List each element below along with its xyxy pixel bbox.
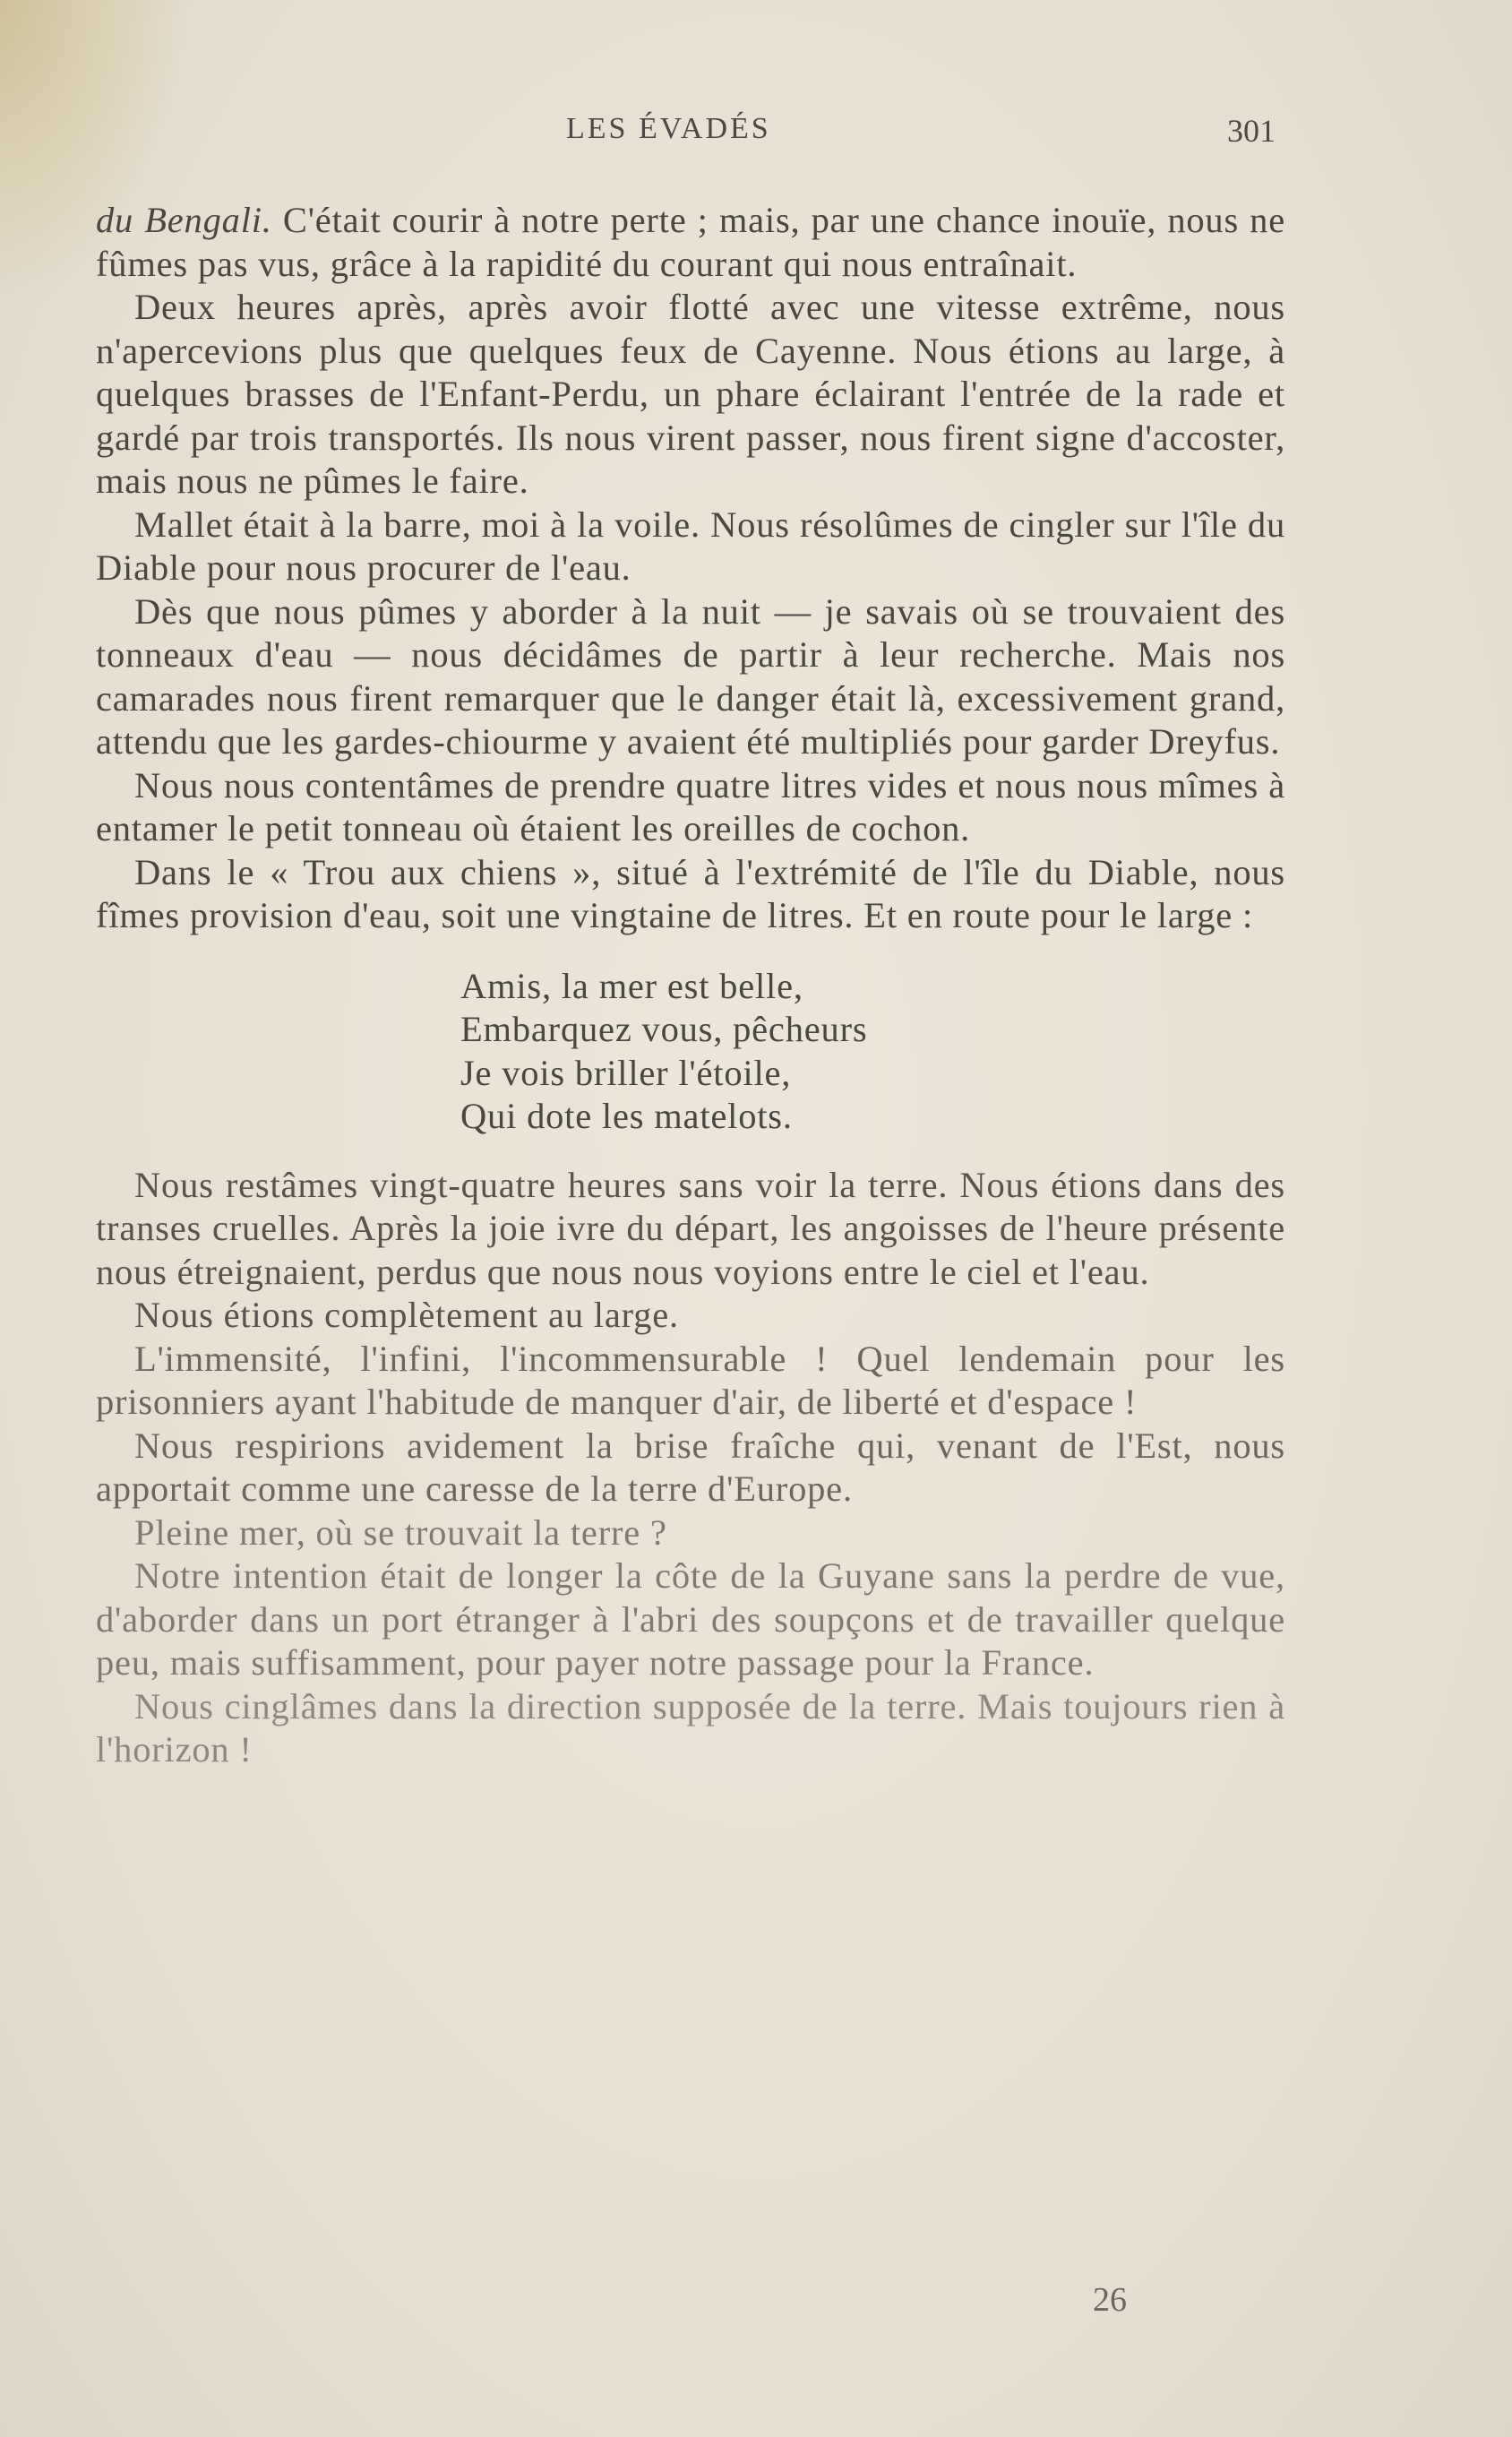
paragraph-1 [96,199,1285,286]
paragraph-8: Nous étions complètement au large. [134,1295,679,1335]
paragraph-4: Dès que nous pûmes y aborder à la nuit — je savais où se trouvaient des tonneaux d'eau — nous décidâmes de partir à leur recherche. Mais nos camarades nous firent remarquer que le danger était là, excessivement grand, attendu que les gardes-chiourme y avaient été multipliés pour garder Dreyfus. [96,590,1285,762]
paragraph-13: Nous cinglâmes dans la direction supposée de la terre. Mais toujours rien à l'horizon ! [96,1685,1285,1770]
running-head [0,112,1512,157]
paragraph-12: Notre intention était de longer la côte de la Guyane sans la perdre de vue, d'aborder dans un port étranger à l'abri des soupçons et de travailler quelque peu, mais suffisamment, pour payer notre passage pour la France. [96,1555,1285,1683]
paragraph-3: Mallet était à la barre, moi à la voile. Nous résolûmes de cingler sur l'île du Diable pour nous procurer de l'eau. [96,504,1285,588]
signature-mark: 26 [1093,2281,1127,2319]
paragraph-5: Nous nous contentâmes de prendre quatre litres vides et nous nous mîmes à entamer le petit tonneau où étaient les oreilles de cochon. [96,764,1285,848]
paragraph-9: L'immensité, l'infini, l'incommensurable ! Quel lendemain pour les prisonniers ayant l'habitude de manquer d'air, de liberté et d'espace ! [96,1338,1285,1422]
body-text [96,199,1285,1772]
poem [460,965,1285,1139]
poem-line-3: Je vois briller l'étoile, [460,1052,792,1093]
paragraph-11: Pleine mer, où se trouvait la terre ? [134,1511,667,1553]
running-title: LES ÉVADÉS [566,112,771,145]
paragraph-2: Deux heures après, après avoir flotté avec une vitesse extrême, nous n'apercevions plus que quelques feux de Cayenne. Nous étions au large, à quelques brasses de l'Enfant-Perdu, un phare éclairant l'entrée de la rade et gardé par trois transportés. Ils nous virent passer, nous firent signe d'accoster, mais nous ne pûmes le faire. [96,287,1285,501]
poem-line-1: Amis, la mer est belle, [460,965,803,1006]
paragraph-7: Nous restâmes vingt-quatre heures sans voir la terre. Nous étions dans des transes cruelles. Après la joie ivre du départ, les angoisses de l'heure présente nous étreignaient, perdus que nous nous voyions entre le ciel et l'eau. [96,1164,1285,1292]
paragraph-10: Nous respirions avidement la brise fraîche qui, venant de l'Est, nous apportait comme une caresse de la terre d'Europe. [96,1425,1285,1509]
poem-line-2: Embarquez vous, pêcheurs [460,1009,868,1049]
ship-name: du Bengali. [96,200,272,240]
page-number: 301 [1227,113,1276,149]
poem-line-4: Qui dote les matelots. [460,1096,793,1136]
paragraph-1-text: C'était courir à notre perte ; mais, par une chance inouïe, nous ne fûmes pas vus, grâce à la rapidité du courant qui nous entraînait. [96,200,1285,284]
paragraph-6: Dans le « Trou aux chiens », situé à l'extrémité de l'île du Diable, nous fîmes provision d'eau, soit une vingtaine de litres. Et en route pour le large : [96,851,1285,935]
